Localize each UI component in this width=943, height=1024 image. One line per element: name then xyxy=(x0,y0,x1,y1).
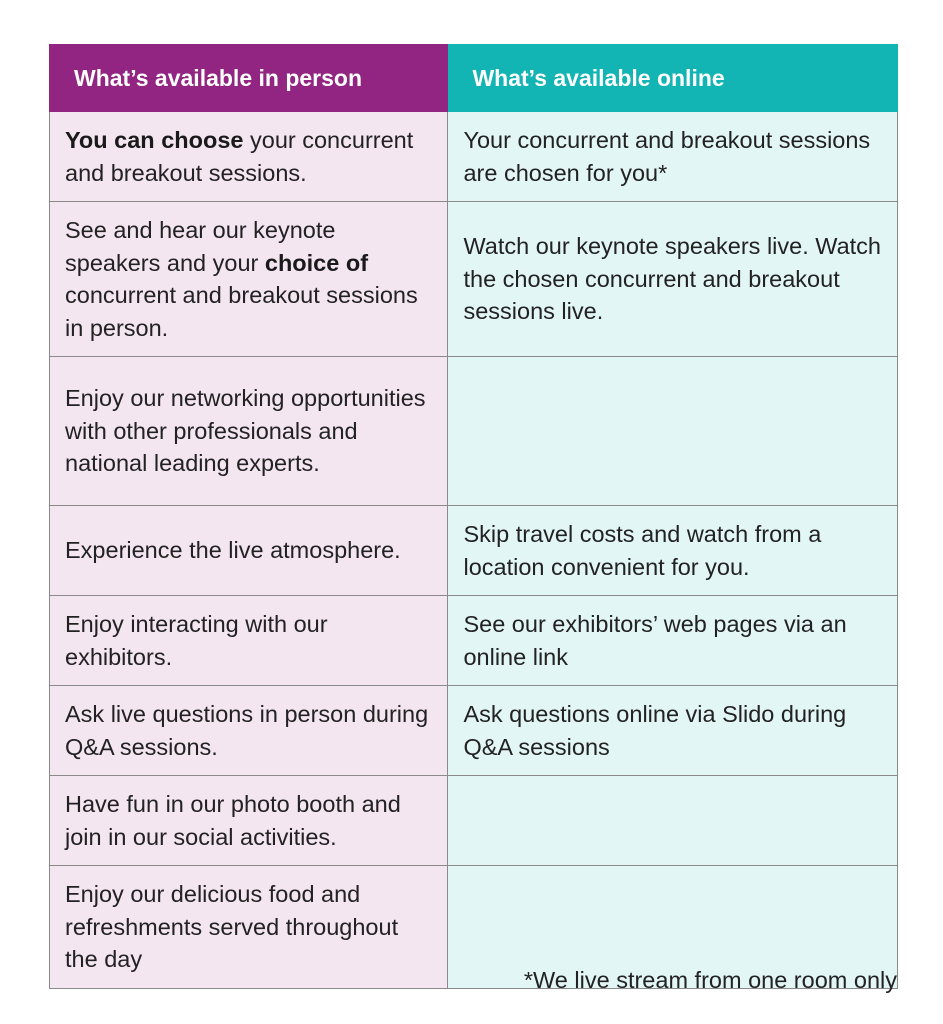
cell-online xyxy=(448,776,898,866)
header-in-person: What’s available in person xyxy=(50,45,448,112)
comparison-table xyxy=(49,44,898,989)
cell-in-person: Enjoy our networking opportunities with other professionals and national leading experts. xyxy=(50,357,448,506)
table-row xyxy=(50,686,898,776)
cell-in-person xyxy=(50,202,448,357)
cell-in-person: Enjoy interacting with our exhibitors. xyxy=(50,596,448,686)
cell-online xyxy=(448,357,898,506)
table-row xyxy=(50,357,898,506)
cell-online: Your concurrent and breakout sessions are chosen for you* xyxy=(448,112,898,202)
cell-online: Watch our keynote speakers live. Watch the chosen concurrent and breakout sessions live. xyxy=(448,202,898,357)
cell-online: See our exhibitors’ web pages via an online link xyxy=(448,596,898,686)
cell-text: your concurrent and breakout sessions. xyxy=(65,127,414,186)
footnote: *We live stream from one room only xyxy=(523,967,897,993)
cell-text: See and hear our keynote speakers and your xyxy=(65,217,336,276)
header-online: What’s available online xyxy=(448,45,898,112)
table-row xyxy=(50,596,898,686)
table-row xyxy=(50,506,898,596)
table-row xyxy=(50,112,898,202)
cell-online: Skip travel costs and watch from a location convenient for you. xyxy=(448,506,898,596)
table-header-row xyxy=(50,45,898,112)
cell-in-person: Ask live questions in person during Q&A sessions. xyxy=(50,686,448,776)
cell-in-person: Enjoy our delicious food and refreshments served throughout the day xyxy=(50,866,448,989)
emphasis-text: choice of xyxy=(264,249,369,276)
cell-text: concurrent and breakout sessions in person. xyxy=(65,282,418,341)
cell-in-person: Experience the live atmosphere. xyxy=(50,506,448,596)
cell-in-person: Have fun in our photo booth and join in our social activities. xyxy=(50,776,448,866)
cell-in-person xyxy=(50,112,448,202)
table-row xyxy=(50,776,898,866)
cell-online: Ask questions online via Slido during Q&A sessions xyxy=(448,686,898,776)
emphasis-text: You can choose xyxy=(65,127,244,153)
table-row xyxy=(50,202,898,357)
